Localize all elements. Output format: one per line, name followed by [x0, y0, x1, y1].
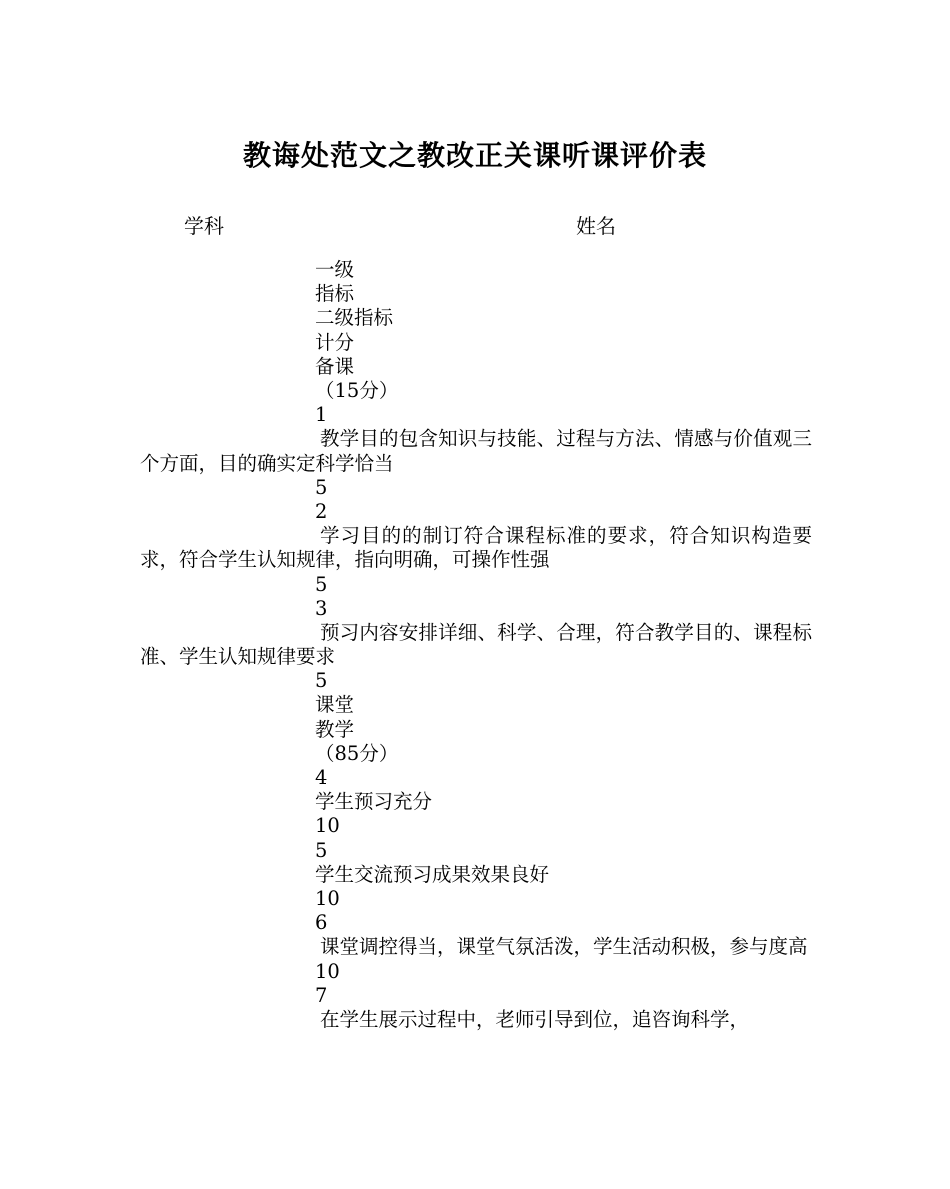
item-number: 7: [315, 983, 328, 1007]
item-points: 5: [315, 572, 328, 596]
subject-label: 学科: [184, 214, 224, 238]
item-text: 学习目的的制订符合课程标准的要求，符合知识构造要求，符合学生认知规律，指向明确，可操作性强: [140, 524, 812, 572]
item-number: 3: [315, 596, 328, 620]
header-score: 计分: [315, 330, 355, 354]
header-level1: 一级: [315, 258, 355, 281]
section-name: 备课: [315, 354, 355, 378]
item-text: 课堂调控得当，课堂气氛活泼，学生活动积极，参与度高: [320, 935, 808, 959]
name-label: 姓名: [576, 214, 616, 238]
section-score: （85分）: [315, 741, 399, 765]
page-title: 教诲处范文之教改正关课听课评价表: [242, 139, 707, 172]
item-number: 1: [315, 403, 328, 427]
item-text: 教学目的包含知识与技能、过程与方法、情感与价值观三个方面，目的确实定科学恰当: [140, 427, 812, 475]
header-level2: 二级指标: [315, 306, 394, 330]
header-level1-cont: 指标: [315, 282, 355, 306]
item-points: 10: [315, 814, 340, 838]
section-name: 课堂: [315, 693, 355, 717]
item-text: 在学生展示过程中，老师引导到位，追咨询科学，: [320, 1007, 750, 1031]
item-points: 5: [315, 669, 328, 693]
item-number: 6: [315, 911, 328, 935]
item-text: 学生预习充分: [315, 790, 433, 814]
item-number: 2: [315, 499, 328, 523]
section-score: （15分）: [315, 378, 399, 402]
item-number: 5: [315, 838, 328, 862]
item-text: 学生交流预习成果效果良好: [315, 862, 550, 886]
evaluation-table-content: [140, 258, 812, 1032]
item-points: 10: [315, 886, 340, 910]
item-points: 10: [315, 959, 340, 983]
section-name-cont: 教学: [315, 717, 355, 741]
item-points: 5: [315, 475, 328, 499]
item-number: 4: [315, 766, 328, 790]
item-text: 预习内容安排详细、科学、合理，符合教学目的、课程标准、学生认知规律要求: [140, 620, 812, 669]
